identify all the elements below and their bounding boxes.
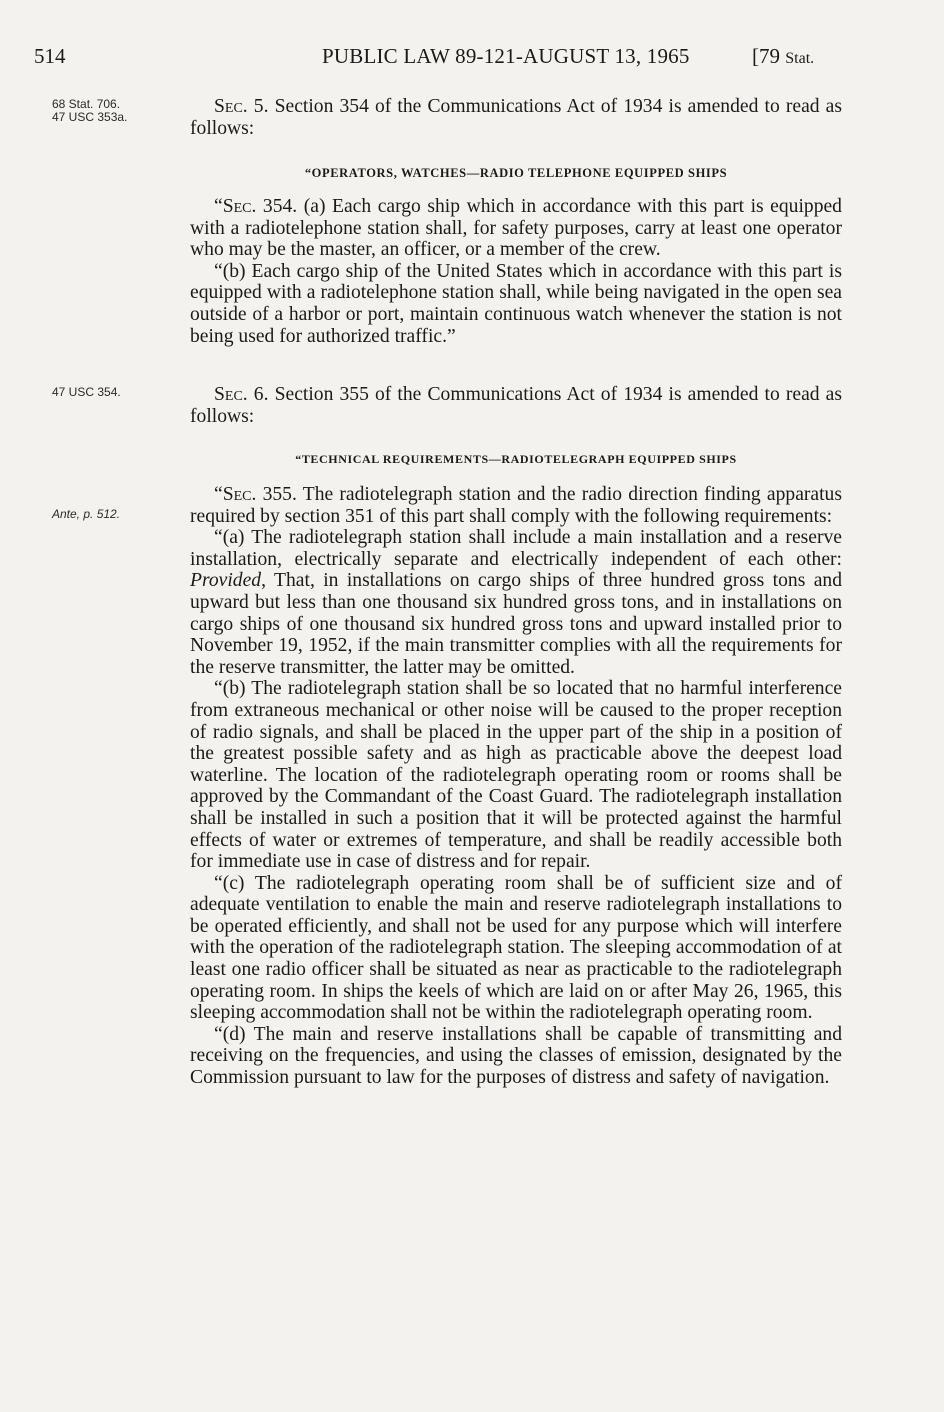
section-5-paragraph (190, 96, 842, 139)
margin-note-line: 47 USC 353a. (52, 110, 128, 124)
volume-suffix: Stat. (785, 50, 815, 67)
section-intro: The radiotelegraph station and the radio direction finding apparatus required by section 351 of this part shall comply with the following requirements: (190, 484, 842, 527)
heading-technical: “TECHNICAL REQUIREMENTS—RADIOTELEGRAPH EQUIPPED SHIPS (295, 452, 737, 466)
subsection-b: “(b) The radiotelegraph station shall be so located that no harmful interference from extraneous mechanical or other noise will be caused to the proper reception of radio signals, and shall be placed in the upper part of the ship in a position of the greatest possible safety and as high as practicable above the deepest load waterline. The location of the radiotelegraph operating room or rooms shall be approved by the Commandant of the Coast Guard. The radiotelegraph installation shall be installed in such a position that it will be protected against the harmful effects of water or extremes of temperature, and shall be readily accessible both for immediate use in case of distress and for repair. (190, 678, 842, 873)
section-text: Section 355 of the Communications Act of 1934 is amended to read as follows: (190, 384, 842, 427)
section-label: “Sec. 354. (214, 196, 298, 217)
section-label: Sec. 6. (214, 384, 269, 405)
volume-prefix: [79 (752, 44, 786, 68)
subsection-a: (a) Each cargo ship which in accordance with this part is equipped with a radiotelephone station shall, for safety purposes, carry at least one operator who may be the master, an officer, or a member of the crew. (190, 196, 842, 261)
page-header (0, 44, 944, 74)
section-6-paragraph (190, 384, 842, 427)
running-title: PUBLIC LAW 89-121-AUGUST 13, 1965 (322, 44, 690, 68)
volume-reference (752, 44, 814, 69)
subsection-a: “(a) The radiotelegraph station shall include a main installation and a reserve installation, electrically separate and electrically independent of each other: Provided, That, in installations on cargo ships of three hundred gross tons and upward but less than one thousand six hundred gross tons, and in installations on cargo ships of one thousand six hundred gross tons and upward installed prior to November 19, 1952, if the main transmitter complies with all the requirements for the reserve transmitter, the latter may be omitted. (190, 527, 842, 678)
subsection-c: “(c) The radiotelegraph operating room shall be of sufficient size and of adequate ventilation to enable the main and reserve radiotelegraph installations to be operated efficiently, and shall not be used for any purpose which will interfere with the operation of the radiotelegraph station. The sleeping accommodation of at least one radio officer shall be situated as near as practicable to the radiotelegraph operating room. In ships the keels of which are laid on or after May 26, 1965, this sleeping accommodation shall not be within the radiotelegraph operating room. (190, 872, 842, 1024)
provided-term: Provided (190, 570, 262, 592)
margin-note-line: 68 Stat. 706. (52, 97, 121, 111)
margin-note-statute (52, 98, 172, 124)
margin-note-usc: 47 USC 354. (52, 385, 121, 399)
section-354-block (190, 196, 842, 347)
section-text: Section 354 of the Communications Act of 1934 is amended to read as follows: (190, 96, 842, 139)
subsection-b: “(b) Each cargo ship of the United States which in accordance with this part is equipped with a radiotelephone station shall, while being navigated in the open sea outside of a harbor or port, maintain continuous watch whenever the station is not being used for authorized traffic.” (190, 260, 842, 347)
margin-note-ante: Ante, p. 512. (52, 507, 121, 521)
section-label: “Sec. 355. (214, 484, 297, 505)
page-number: 514 (34, 44, 66, 68)
subsection-d: “(d) The main and reserve installations shall be capable of transmitting and receiving on the frequencies, and using the classes of emission, designated by the Commission pursuant to law for the purposes of distress and safety of navigation. (190, 1023, 842, 1089)
heading-operators: “OPERATORS, WATCHES—RADIO TELEPHONE EQUIPPED SHIPS (304, 166, 728, 180)
section-355-block (190, 484, 842, 1089)
section-label: Sec. 5. (214, 96, 269, 117)
